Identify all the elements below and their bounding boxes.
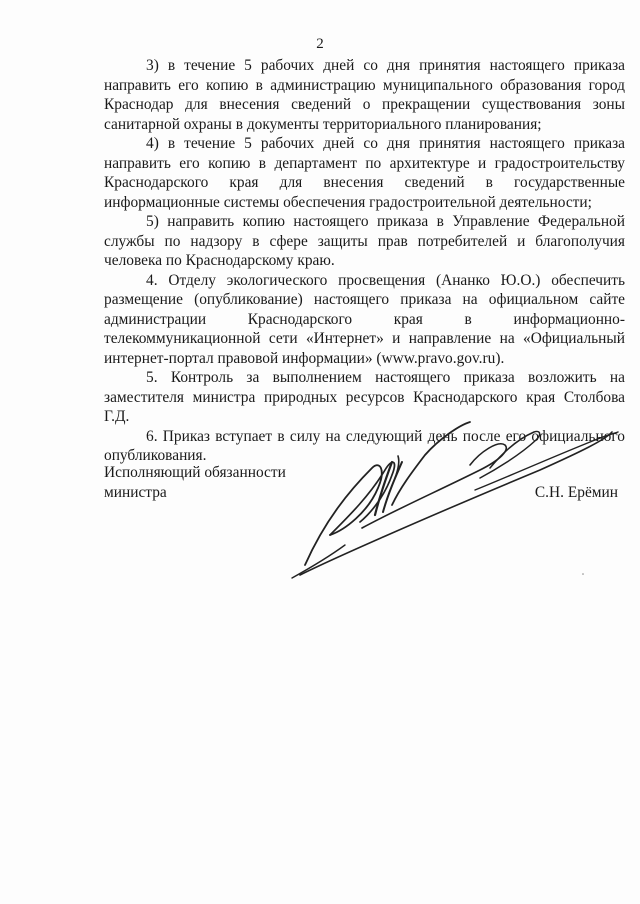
paragraph-clause-6-effective-date: 6. Приказ вступает в силу на следующий день после его официального опубликования. bbox=[104, 427, 625, 464]
paragraph-item-5-copy-to-rospotrebnadzor: 5) направить копию настоящего приказа в Управление Федеральной службы по надзору в сфере защиты прав потребителей и благополучия человека по Краснодарскому краю. bbox=[104, 213, 625, 269]
signer-position-line-2: министра bbox=[104, 483, 167, 501]
scan-speck bbox=[582, 573, 584, 575]
paragraph-clause-5-control: 5. Контроль за выполнением настоящего приказа возложить на заместителя министра природных ресурсов Краснодарского края Столбова Г.Д. bbox=[104, 369, 625, 425]
signature-stroke bbox=[292, 545, 345, 578]
signature-stroke bbox=[383, 462, 402, 512]
signer-position-line-1: Исполняющий обязанности bbox=[104, 464, 286, 481]
signature-stroke bbox=[375, 462, 392, 515]
signature-stroke bbox=[330, 462, 394, 535]
paragraph-item-4-copy-to-architecture-dept: 4) в течение 5 рабочих дней со дня принятия настоящего приказа направить его копию в департамент по архитектуре и градостроительству Краснодарского края для внесения сведений в государственные информационные системы обеспечения градостроительной деятельности; bbox=[104, 135, 625, 211]
page-number: 2 bbox=[316, 36, 324, 52]
paragraph-clause-4-publication: 4. Отделу экологического просвещения (Ананко Ю.О.) обеспечить размещение (опубликование) настоящего приказа на официальном сайте администрации Краснодарского края в информационно-телекоммуникационной сети «Интернет» и направление на «Официальный интернет-портал правовой информации» (www.pravo.gov.ru). bbox=[104, 271, 625, 367]
document-body bbox=[104, 56, 625, 466]
signer-name: С.Н. Ерёмин bbox=[534, 484, 618, 501]
signature-stroke bbox=[305, 465, 382, 565]
signer-position bbox=[104, 463, 286, 502]
paragraph-item-3-copy-to-administration: 3) в течение 5 рабочих дней со дня принятия настоящего приказа направить его копию в администрацию муниципального образования город Краснодар для внесения сведений о прекращении существования зоны санитарной охраны в документы территориального планирования; bbox=[104, 57, 625, 133]
